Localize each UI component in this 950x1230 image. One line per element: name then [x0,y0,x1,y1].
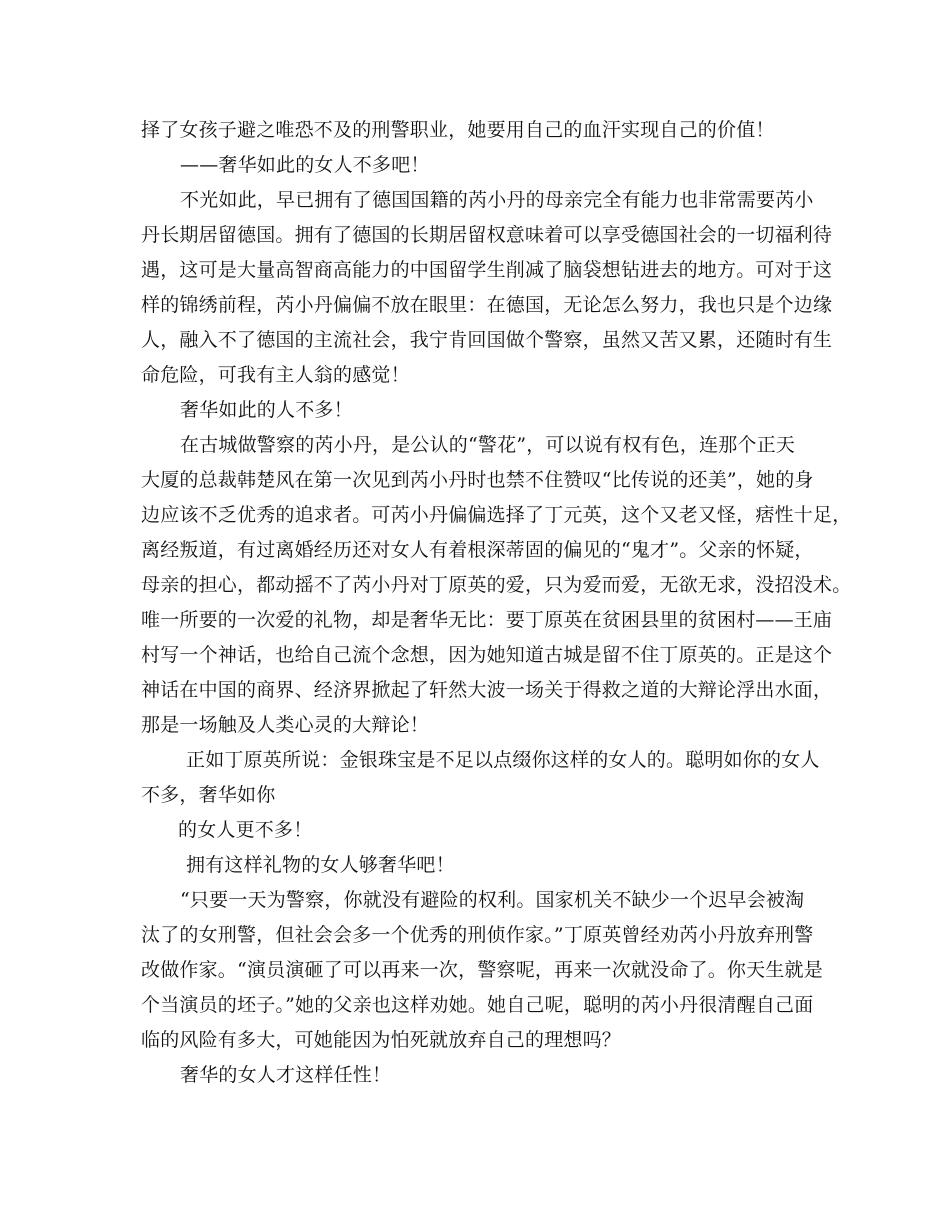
paragraph-line: 神话在中国的商界、经济界掀起了轩然大波一场关于得救之道的大辩论浮出水面， [141,679,833,701]
paragraph-line: 村写一个神话，也给自己流个念想，因为她知道古城是留不住丁原英的。正是这个 [141,644,833,666]
paragraph-line: 汰了的女刑警，但社会会多一个优秀的刑侦作家。”丁原英曾经劝芮小丹放弃刑警 [141,924,814,946]
paragraph-line: 的女人更不多！ [178,819,313,841]
paragraph-line: 临的风险有多大，可她能因为怕死就放弃自己的理想吗？ [141,1029,622,1051]
paragraph-line: 命危险，可我有主人翁的感觉！ [141,364,410,386]
paragraph-line: 奢华如此的人不多！ [180,399,353,421]
paragraph-line: 奢华的女人才这样任性！ [180,1064,392,1086]
paragraph-line: 离经叛道，有过离婚经历还对女人有着根深蒂固的偏见的“鬼才”。父亲的怀疑， [141,539,814,561]
paragraph-line: 在古城做警察的芮小丹，是公认的“警花”，可以说有权有色，连那个正天 [180,434,796,456]
paragraph-line: 拥有这样礼物的女人够奢华吧！ [186,854,455,876]
paragraph-line: 边应该不乏优秀的追求者。可芮小丹偏偏选择了丁元英，这个又老又怪，痞性十足， [141,504,852,526]
paragraph-line: 改做作家。“演员演砸了可以再来一次，警察呢，再来一次就没命了。你天生就是 [141,959,823,981]
paragraph-line: ——奢华如此的女人不多吧！ [180,154,430,176]
paragraph-line: 不光如此，早已拥有了德国国籍的芮小丹的母亲完全有能力也非常需要芮小 [180,189,814,211]
paragraph-line: 大厦的总裁韩楚风在第一次见到芮小丹时也禁不住赞叹“比传说的还美”，她的身 [141,469,814,491]
paragraph-line: 唯一所要的一次爱的礼物，却是奢华无比：要丁原英在贫困县里的贫困村——王庙 [141,609,833,631]
paragraph-line: 不多，奢华如你 [141,784,276,806]
paragraph-line: 丹长期居留德国。拥有了德国的长期居留权意味着可以享受德国社会的一切福利待 [141,224,833,246]
paragraph-line: 那是一场触及人类心灵的大辩论！ [141,714,430,736]
paragraph-line: 正如丁原英所说：金银珠宝是不足以点缀你这样的女人的。聪明如你的女人 [186,749,820,771]
paragraph-line: 样的锦绣前程，芮小丹偏偏不放在眼里：在德国，无论怎么努力，我也只是个边缘 [141,294,833,316]
paragraph-line: 人，融入不了德国的主流社会，我宁肯回国做个警察，虽然又苦又累，还随时有生 [141,329,833,351]
paragraph-line: “只要一天为警察，你就没有避险的权利。国家机关不缺少一个迟早会被淘 [180,889,805,911]
paragraph-line: 遇，这可是大量高智商高能力的中国留学生削减了脑袋想钻进去的地方。可对于这 [141,259,833,281]
paragraph-line: 母亲的担心，都动摇不了芮小丹对丁原英的爱，只为爱而爱，无欲无求，没招没术。 [141,574,852,596]
paragraph-line: 择了女孩子避之唯恐不及的刑警职业，她要用自己的血汗实现自己的价值！ [141,119,775,141]
paragraph-line: 个当演员的坯子。”她的父亲也这样劝她。她自己呢，聪明的芮小丹很清醒自己面 [141,994,814,1016]
